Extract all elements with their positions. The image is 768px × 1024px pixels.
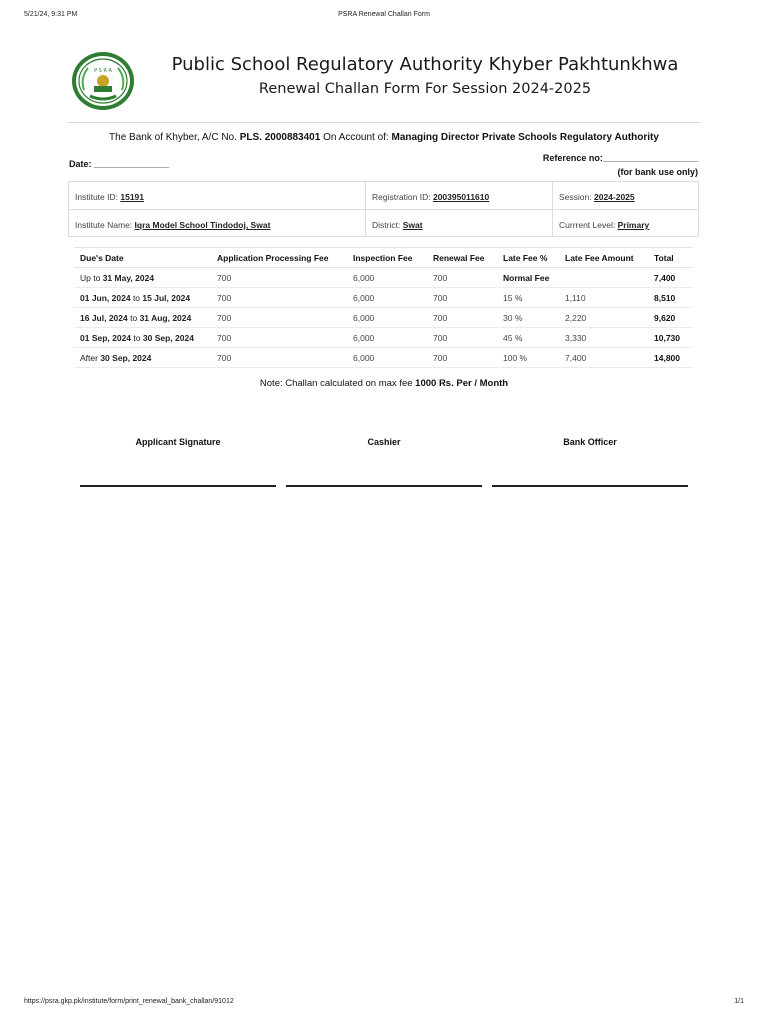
table-row [74, 268, 692, 288]
column-header: Application Processing Fee [211, 248, 347, 268]
institute-info-grid [68, 181, 699, 237]
cashier-label: Cashier [367, 437, 401, 447]
print-header [24, 11, 744, 23]
table-row [74, 288, 692, 308]
date-label: Date: [69, 159, 92, 169]
table-header-row [74, 248, 692, 268]
fee-note [68, 378, 700, 389]
inspection-fee-cell: 6,000 [347, 288, 427, 308]
app-fee-cell: 700 [211, 268, 347, 288]
registration-id-value: 200395011610 [432, 192, 490, 202]
info-row [69, 210, 698, 238]
due-date-cell [74, 328, 211, 348]
renewal-fee-cell: 700 [427, 308, 497, 328]
renewal-fee-cell: 700 [427, 268, 497, 288]
bank-use-note: (for bank use only) [617, 167, 698, 177]
total-cell: 7,400 [648, 268, 692, 288]
total-cell: 10,730 [648, 328, 692, 348]
due-date-cell [74, 288, 211, 308]
table-row [74, 328, 692, 348]
due-connector: to [132, 292, 141, 303]
table-row [74, 308, 692, 328]
info-row [69, 182, 698, 210]
session-label: Session: [559, 192, 592, 202]
bank-account-of: Managing Director Private Schools Regulatory Authority [391, 132, 659, 143]
current-level-label: Currrent Level: [559, 220, 616, 230]
applicant-signature-label: Applicant Signature [135, 437, 221, 447]
print-page-number: 1/1 [734, 998, 744, 1005]
inspection-fee-cell: 6,000 [347, 328, 427, 348]
due-date-cell [74, 268, 211, 288]
date-field [69, 159, 169, 169]
app-fee-cell: 700 [211, 308, 347, 328]
reference-label: Reference no: [542, 153, 603, 163]
due-start: 30 Sep, 2024 [100, 352, 152, 363]
inspection-fee-cell: 6,000 [347, 308, 427, 328]
note-bold: 1000 Rs. Per / Month [415, 378, 509, 389]
date-blank: _______________ [94, 159, 170, 169]
registration-id-label: Registration ID: [372, 192, 431, 202]
late-fee-pct-cell: 15 % [497, 288, 559, 308]
institute-id-cell [69, 182, 366, 209]
inspection-fee-cell: 6,000 [347, 268, 427, 288]
due-start: 01 Jun, 2024 [80, 292, 131, 303]
total-cell: 14,800 [648, 348, 692, 368]
app-fee-cell: 700 [211, 328, 347, 348]
institute-name-value: Iqra Model School Tindodoj, Swat [134, 220, 271, 230]
psra-logo-icon [70, 50, 136, 112]
total-cell: 9,620 [648, 308, 692, 328]
session-value: 2024-2025 [593, 192, 635, 202]
renewal-fee-cell: 700 [427, 328, 497, 348]
district-value: Swat [402, 220, 423, 230]
reference-field [543, 153, 698, 163]
note-prefix: Note: Challan calculated on max fee [259, 378, 413, 389]
district-cell [366, 210, 553, 237]
inspection-fee-cell: 6,000 [347, 348, 427, 368]
cashier-signature-line [286, 485, 482, 487]
due-start: 31 May, 2024 [102, 272, 155, 283]
due-connector: to [133, 332, 141, 343]
late-fee-pct-cell: 30 % [497, 308, 559, 328]
bank-officer-signature-line [492, 485, 688, 487]
renewal-fee-cell: 700 [427, 348, 497, 368]
late-fee-amount-cell: 1,110 [559, 288, 648, 308]
column-header: Late Fee Amount [559, 248, 648, 268]
due-end: 30 Sep, 2024 [142, 332, 194, 343]
late-fee-amount-cell: 2,220 [559, 308, 648, 328]
institute-id-value: 15191 [120, 192, 145, 202]
due-date-cell [74, 308, 211, 328]
bank-prefix: The Bank of Khyber, A/C No. [109, 132, 237, 143]
due-end: 31 Aug, 2024 [139, 312, 192, 323]
late-fee-amount-cell [559, 268, 648, 288]
late-fee-pct-cell: Normal Fee [497, 268, 559, 288]
session-cell [553, 182, 698, 209]
applicant-signature-line [80, 485, 276, 487]
due-start: 01 Sep, 2024 [80, 332, 132, 343]
app-fee-cell: 700 [211, 288, 347, 308]
print-footer [24, 998, 744, 1010]
institute-id-label: Institute ID: [75, 192, 118, 202]
print-date: 5/21/24, 9:31 PM [24, 11, 78, 18]
fee-schedule-table [74, 247, 692, 368]
bank-officer-label: Bank Officer [563, 437, 617, 447]
app-fee-cell: 700 [211, 348, 347, 368]
district-label: District: [372, 220, 401, 230]
institute-name-cell [69, 210, 366, 237]
due-prefix: After [80, 352, 98, 363]
total-cell: 8,510 [648, 288, 692, 308]
late-fee-pct-cell: 100 % [497, 348, 559, 368]
page-subtitle: Renewal Challan Form For Session 2024-2025 [258, 81, 592, 97]
due-connector: to [130, 312, 138, 323]
registration-id-cell [366, 182, 553, 209]
reference-blank: ___________________ [602, 153, 698, 163]
late-fee-amount-cell: 7,400 [559, 348, 648, 368]
bank-account-line [68, 132, 700, 143]
column-header: Late Fee % [497, 248, 559, 268]
column-header: Renewal Fee [427, 248, 497, 268]
late-fee-pct-cell: 45 % [497, 328, 559, 348]
bank-middle-text: On Account of: [323, 132, 389, 143]
page-title: Public School Regulatory Authority Khyber Pakhtunkhwa [171, 54, 679, 75]
table-row [74, 348, 692, 368]
due-prefix: Up to [80, 272, 101, 283]
due-end: 15 Jul, 2024 [142, 292, 191, 303]
current-level-cell [553, 210, 698, 237]
print-title: PSRA Renewal Challan Form [338, 11, 430, 18]
institute-name-label: Institute Name: [75, 220, 133, 230]
column-header: Total [648, 248, 692, 268]
divider [68, 122, 700, 123]
late-fee-amount-cell: 3,330 [559, 328, 648, 348]
svg-text:P S R A: P S R A [94, 68, 112, 74]
bank-account-number: PLS. 2000883401 [239, 132, 321, 143]
print-url: https://psra.gkp.pk/institute/form/print_renewal_bank_challan/91012 [24, 998, 234, 1005]
due-date-cell [74, 348, 211, 368]
column-header: Due's Date [74, 248, 211, 268]
column-header: Inspection Fee [347, 248, 427, 268]
due-start: 16 Jul, 2024 [80, 312, 128, 323]
renewal-fee-cell: 700 [427, 288, 497, 308]
current-level-value: Primary [617, 220, 650, 230]
